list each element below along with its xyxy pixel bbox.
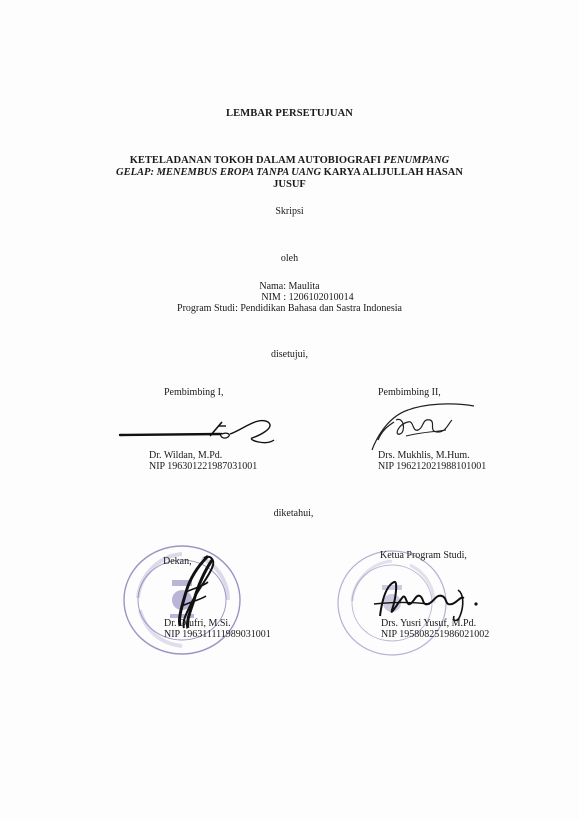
supervisor-2-nip: NIP 196212021988101001 (378, 461, 487, 472)
head-signature (372, 576, 482, 624)
dean-role: Dekan, (163, 556, 192, 567)
head-name: Drs. Yusri Yusuf, M.Pd. (381, 618, 477, 629)
document-type: Skripsi (275, 206, 304, 217)
supervisor-1-role: Pembimbing I, (164, 387, 224, 398)
dean-name: Dr. Djufri, M.Si. (164, 618, 231, 629)
approved-label: disetujui, (271, 349, 308, 360)
title-line-1-normal: KETELADANAN TOKOH DALAM AUTOBIOGRAFI (129, 155, 384, 166)
title-line-3: JUSUF (273, 179, 306, 190)
supervisor-1-signature (118, 410, 278, 446)
title-line-2 (0, 167, 579, 179)
study-program: Program Studi: Pendidikan Bahasa dan Sastra Indonesia (177, 303, 402, 314)
supervisor-2-signature (366, 398, 476, 454)
supervisor-2-name: Drs. Mukhlis, M.Hum. (378, 450, 470, 461)
head-role: Ketua Program Studi, (380, 550, 467, 561)
page-heading: LEMBAR PERSETUJUAN (226, 108, 353, 119)
by-label: oleh (280, 253, 299, 264)
title-line-1 (0, 155, 579, 167)
head-nip: NIP 195808251986021002 (381, 629, 490, 640)
supervisor-1-nip: NIP 196301221987031001 (149, 461, 258, 472)
title-line-2-italic: GELAP: MENEMBUS EROPA TANPA UANG (116, 167, 322, 178)
student-nim: NIM : 1206102010014 (261, 292, 354, 303)
student-name: Nama: Maulita (259, 281, 320, 292)
dean-nip: NIP 196311111989031001 (164, 629, 271, 640)
supervisor-2-role: Pembimbing II, (378, 387, 441, 398)
title-line-1-italic: PENUMPANG (383, 155, 450, 166)
supervisor-1-name: Dr. Wildan, M.Pd. (149, 450, 223, 461)
known-label: diketahui, (273, 508, 314, 519)
title-line-2-normal: KARYA ALIJULLAH HASAN (321, 167, 463, 178)
thesis-title (0, 155, 579, 191)
